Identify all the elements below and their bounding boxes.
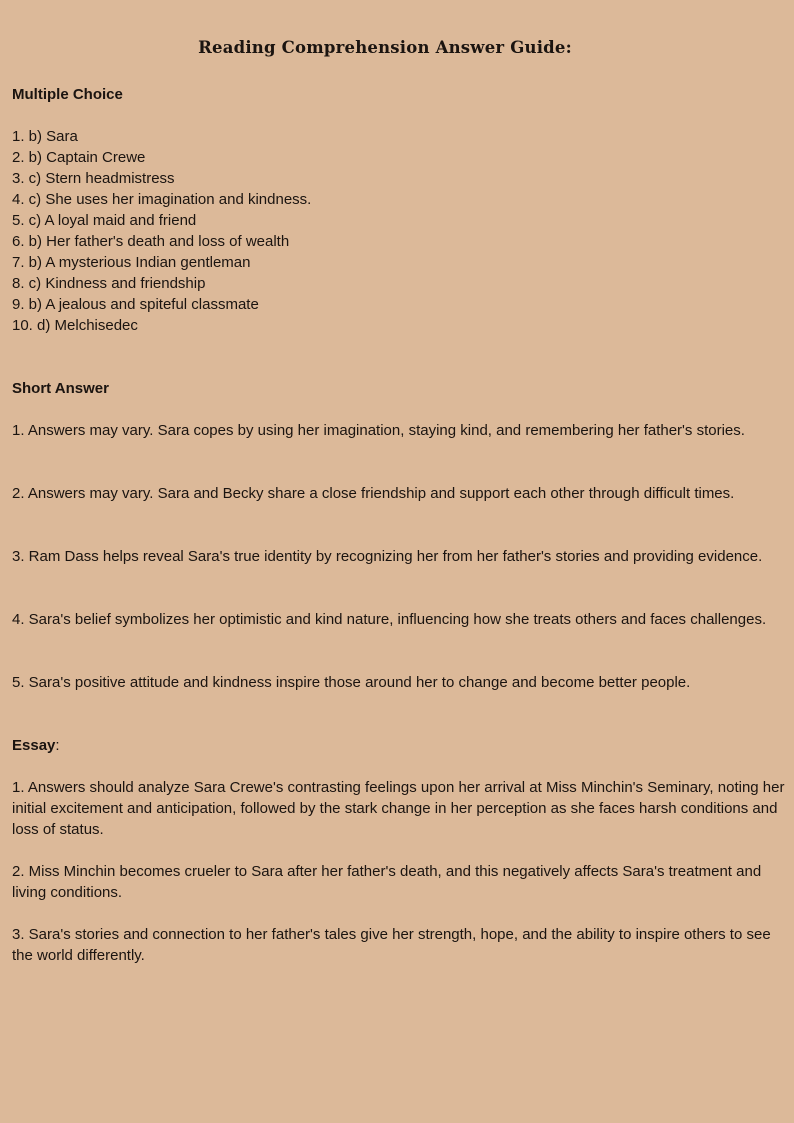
mc-answer: 2. b) Captain Crewe bbox=[12, 149, 146, 166]
mc-answer: 4. c) She uses her imagination and kindness. bbox=[12, 191, 312, 208]
mc-answer: 5. c) A loyal maid and friend bbox=[12, 212, 197, 229]
short-answer-item: 2. Answers may vary. Sara and Becky share a close friendship and support each other through difficult times. bbox=[12, 485, 735, 502]
essay-heading-label: Essay bbox=[12, 737, 56, 754]
essay-item: 2. Miss Minchin becomes crueler to Sara after her father's death, and this negatively affects Sara's treatment and living conditions. bbox=[12, 863, 762, 901]
short-answer-item: 5. Sara's positive attitude and kindness inspire those around her to change and become better people. bbox=[12, 674, 691, 691]
mc-answer: 3. c) Stern headmistress bbox=[12, 170, 175, 187]
essay-item: 1. Answers should analyze Sara Crewe's contrasting feelings upon her arrival at Miss Minchin's Seminary, noting her initial excitement and anticipation, followed by the stark change in her perception as she faces harsh conditions and loss of status. bbox=[12, 779, 785, 838]
mc-answer: 1. b) Sara bbox=[12, 128, 78, 145]
essay-item: 3. Sara's stories and connection to her father's tales give her strength, hope, and the ability to inspire others to see the world differently. bbox=[12, 926, 771, 964]
mc-answer: 8. c) Kindness and friendship bbox=[12, 275, 206, 292]
mc-answer: 10. d) Melchisedec bbox=[12, 317, 138, 334]
page-title: Reading Comprehension Answer Guide: bbox=[198, 38, 572, 57]
multiple-choice-heading: Multiple Choice bbox=[12, 86, 123, 103]
mc-answer: 6. b) Her father's death and loss of wealth bbox=[12, 233, 290, 250]
mc-answer: 7. b) A mysterious Indian gentleman bbox=[12, 254, 251, 271]
essay-heading-colon: : bbox=[55, 737, 60, 754]
essay-heading bbox=[12, 735, 60, 756]
short-answer-item: 1. Answers may vary. Sara copes by using her imagination, staying kind, and remembering her father's stories. bbox=[12, 422, 745, 439]
short-answer-item: 3. Ram Dass helps reveal Sara's true identity by recognizing her from her father's stories and providing evidence. bbox=[12, 548, 763, 565]
short-answer-item: 4. Sara's belief symbolizes her optimistic and kind nature, influencing how she treats others and faces challenges. bbox=[12, 611, 767, 628]
mc-answer: 9. b) A jealous and spiteful classmate bbox=[12, 296, 259, 313]
short-answer-heading: Short Answer bbox=[12, 380, 109, 397]
